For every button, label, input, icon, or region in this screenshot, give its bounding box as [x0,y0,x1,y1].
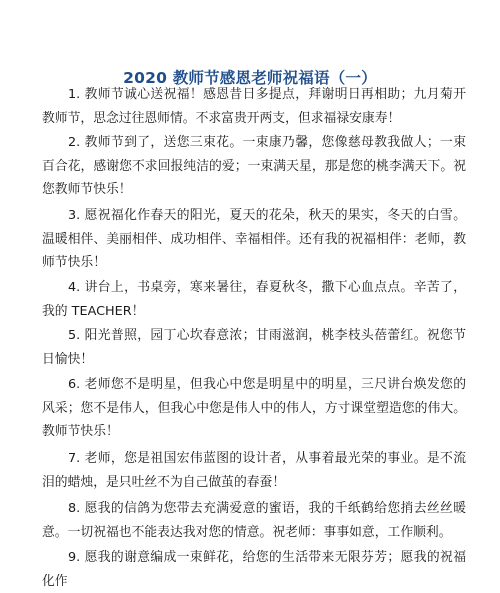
paragraph-text: 阳光普照，园丁心坎春意浓；甘雨滋润，桃李枝头蓓蕾红。祝您节日愉快！ [42,328,466,367]
blessing-paragraph-4 [42,276,466,323]
paragraph-text: 愿我的谢意编成一束鲜花，给您的生活带来无限芬芳；愿我的祝福化作 [42,550,466,589]
paragraph-number: 3. [68,208,81,223]
document-title: 2020 教师节感恩老师祝福语（一） [123,69,377,87]
paragraph-number: 5. [68,328,81,343]
paragraph-text: 讲台上，书桌旁，寒来暑往，春夏秋冬，撒下心血点点。辛苦了，我的 TEACHER！ [42,280,466,319]
blessing-paragraph-2 [42,131,466,202]
paragraph-text: 老师您不是明星，但我心中您是明星中的明星，三尺讲台焕发您的风采；您不是伟人，但我心中您是伟人中的伟人，方寸课堂塑造您的伟大。教师节快乐！ [42,377,466,439]
paragraph-text: 教师节到了，送您三束花。一束康乃馨，您像慈母教我做人；一束百合花，感谢您不求回报纯洁的爱；一束满天星，那是您的桃李满天下。祝您教师节快乐！ [42,135,466,197]
blessing-paragraph-9 [42,546,466,593]
blessing-paragraph-6 [42,373,466,444]
paragraph-number: 1. [68,87,81,102]
paragraph-text: 愿我的信鸽为您带去充满爱意的蜜语，我的千纸鹤给您捎去丝丝暖意。一切祝福也不能表达我对您的情意。祝老师：事事如意，工作顺利。 [42,501,466,540]
paragraph-text: 愿祝福化作春天的阳光，夏天的花朵，秋天的果实，冬天的白雪。温暖相伴、美丽相伴、成功相伴、幸福相伴。还有我的祝福相伴：老师，教师节快乐！ [42,208,466,270]
blessing-paragraph-5 [42,324,466,371]
paragraph-number: 6. [68,377,81,392]
paragraph-number: 9. [68,550,81,565]
blessing-paragraph-7 [42,447,466,494]
blessing-paragraph-8 [42,497,466,544]
paragraph-text: 老师，您是祖国宏伟蓝图的设计者，从事着最光荣的事业。是不流泪的蜡烛，是只吐丝不为自己做茧的春蚕！ [42,451,466,490]
blessing-paragraph-1 [42,83,466,130]
paragraph-number: 8. [68,501,81,516]
blessing-paragraph-3 [42,204,466,275]
paragraph-text: 教师节诚心送祝福！感恩昔日多提点，拜谢明日再相助；九月菊开教师节，思念过往恩师情。不求富贵开两支，但求福禄安康寿！ [42,87,466,126]
paragraph-number: 4. [68,280,81,295]
paragraph-number: 2. [68,135,81,150]
paragraph-number: 7. [68,451,81,466]
